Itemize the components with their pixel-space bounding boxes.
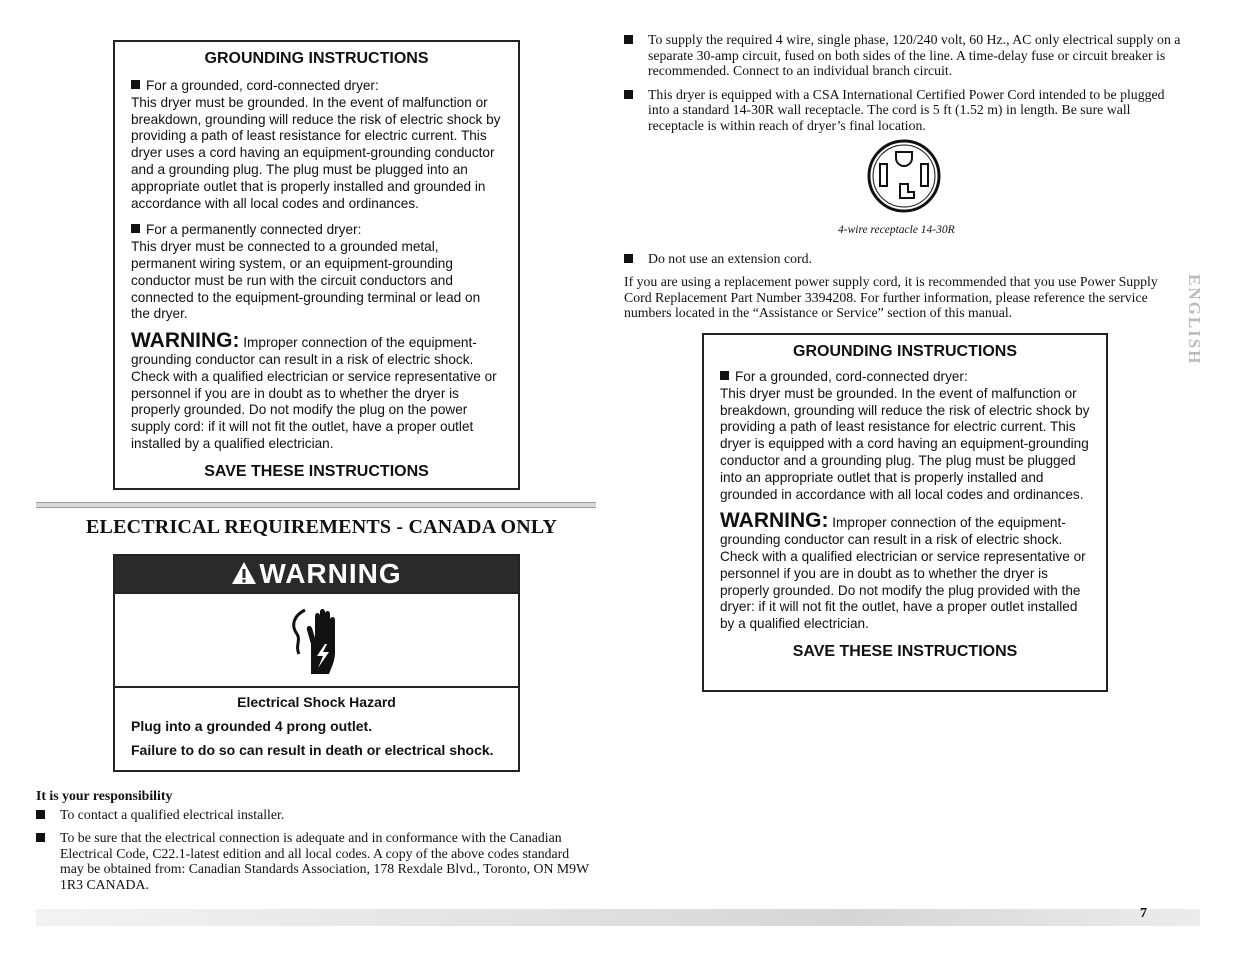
warning-text (115, 688, 518, 772)
left-warning-para (131, 329, 502, 453)
extension-cord-text: Do not use an extension cord. (648, 251, 812, 266)
list-item (624, 87, 1184, 134)
right-grounding-box (702, 333, 1108, 692)
square-bullet-icon (720, 371, 729, 380)
list-item (624, 32, 1184, 79)
right-bullet-2: This dryer is equipped with a CSA International Certified Power Cord intended to be plugged into a standard 14-30R wall receptacle. The cord is 5 ft (1.52 m) in length. Be sure wall receptacle is within reach of dryer’s final location. (648, 86, 1165, 133)
shock-icon-area (115, 592, 518, 688)
right-para-cord (720, 369, 1090, 503)
square-bullet-icon (624, 90, 633, 99)
left-para-permanent (131, 222, 502, 323)
footer-bar (36, 909, 1200, 926)
square-bullet-icon (131, 224, 140, 233)
responsibility-heading: It is your responsibility (36, 788, 173, 803)
language-side-tab (1176, 270, 1216, 380)
right-warning-word: WARNING: (720, 509, 829, 533)
right-grounding-title: GROUNDING INSTRUCTIONS (793, 343, 1017, 360)
square-bullet-icon (36, 833, 45, 842)
left-grounding-box (113, 40, 520, 490)
left-para-permanent-head: For a permanently connected dryer: (146, 222, 362, 238)
right-warning-body: Improper connection of the equipment-grounding conductor can result in a risk of electric shock. Check with a qualified electrician or service representative or personnel if you are in doubt as to whether the dryer is properly grounded. Do not modify the plug provided with the dryer: if it will not fit the outlet, have a proper outlet installed by a qualified electrician. (720, 515, 1086, 632)
list-item (624, 251, 1184, 267)
right-warning-para (720, 509, 1090, 633)
warning-line-1: Plug into a grounded 4 prong outlet. (131, 718, 373, 734)
responsibility-item-1: To contact a qualified electrical installer. (60, 806, 285, 822)
warning-header-bar (115, 556, 518, 592)
left-save-instructions: SAVE THESE INSTRUCTIONS (204, 462, 429, 480)
left-para-cord-body: This dryer must be grounded. In the event of malfunction or breakdown, grounding will reduce the risk of electric shock by providing a path of least resistance for electric current. This dryer uses a cord having an equipment-grounding conductor and a grounding plug. The plug must be plugged into an appropriate outlet that is properly installed and grounded in accordance with all local codes and ordinances. (131, 94, 501, 211)
warning-header-text: WARNING (259, 558, 402, 589)
side-tab-text: ENGLISH (1185, 274, 1204, 366)
square-bullet-icon (624, 254, 633, 263)
left-para-cord-head: For a grounded, cord-connected dryer: (146, 78, 379, 93)
left-grounding-title: GROUNDING INSTRUCTIONS (204, 50, 429, 67)
left-warning-body: Improper connection of the equipment-grounding conductor can result in a risk of electric shock. Check with a qualified electrician or service representative or personnel if you are in doubt as to whether the dryer is properly grounded. Do not modify the plug on the power supply cord: if it will not fit the outlet, have a proper outlet installed by a qualified electrician. (131, 335, 497, 451)
square-bullet-icon (131, 80, 140, 89)
list-item (36, 830, 596, 892)
right-para-cord-body: This dryer must be grounded. In the event of malfunction or breakdown, grounding will reduce the risk of electric shock by providing a path of least resistance for electric current. This dryer is equipped with a cord having an equipment-grounding conductor and a grounding plug. The plug must be plugged into an appropriate outlet that is properly installed and grounded in accordance with all local codes and ordinances. (720, 385, 1090, 502)
right-bullet-1: To supply the required 4 wire, single phase, 120/240 volt, 60 Hz., AC only electrical supply on a separate 30-amp circuit, fused on both sides of the line. A time-delay fuse or circuit breaker is recommended. Connect to an individual branch circuit. (648, 32, 1181, 79)
responsibility-item-2: To be sure that the electrical connection is adequate and in conformance with the Canadian Electrical Code, C22.1-latest edition and all local codes. A copy of the above codes standard may be obtained from: Canadian Standards Association, 178 Rexdale Blvd., Toronto, ON M9W 1R3 CANADA. (60, 830, 589, 892)
replacement-cord-paragraph: If you are using a replacement power supply cord, it is recommended that you use Power Supply Cord Replacement Part Number 3394208. For further information, please reference the service numbers located in the “Assistance or Service” section of this manual. (624, 274, 1158, 321)
square-bullet-icon (624, 35, 633, 44)
section-title: ELECTRICAL REQUIREMENTS - CANADA ONLY (86, 516, 558, 538)
warning-line-2: Failure to do so can result in death or electrical shock. (131, 742, 494, 758)
page-number: 7 (1140, 906, 1147, 921)
right-save-instructions: SAVE THESE INSTRUCTIONS (792, 642, 1018, 660)
left-para-cord (131, 78, 502, 212)
receptacle-caption: 4-wire receptacle 14-30R (838, 224, 955, 236)
right-bullets (624, 32, 1184, 142)
extension-bullet (624, 251, 1184, 275)
warning-triangle-icon (231, 561, 257, 585)
left-warning-word: WARNING: (131, 329, 240, 353)
responsibility-section (36, 788, 596, 901)
receptacle-14-30r-icon (866, 138, 942, 214)
electric-shock-hand-icon (285, 604, 349, 676)
left-para-permanent-body: This dryer must be connected to a grounded metal, permanent wiring system, or an equipment-grounding conductor must be run with the circuit conductors and connected to the equipment-grounding terminal or lead on the dryer. (131, 239, 481, 322)
warning-hazard-title: Electrical Shock Hazard (237, 694, 396, 710)
electrical-warning-block (113, 554, 520, 772)
right-para-cord-head: For a grounded, cord-connected dryer: (735, 369, 968, 384)
square-bullet-icon (36, 810, 45, 819)
section-divider (36, 502, 596, 508)
list-item (36, 807, 596, 823)
